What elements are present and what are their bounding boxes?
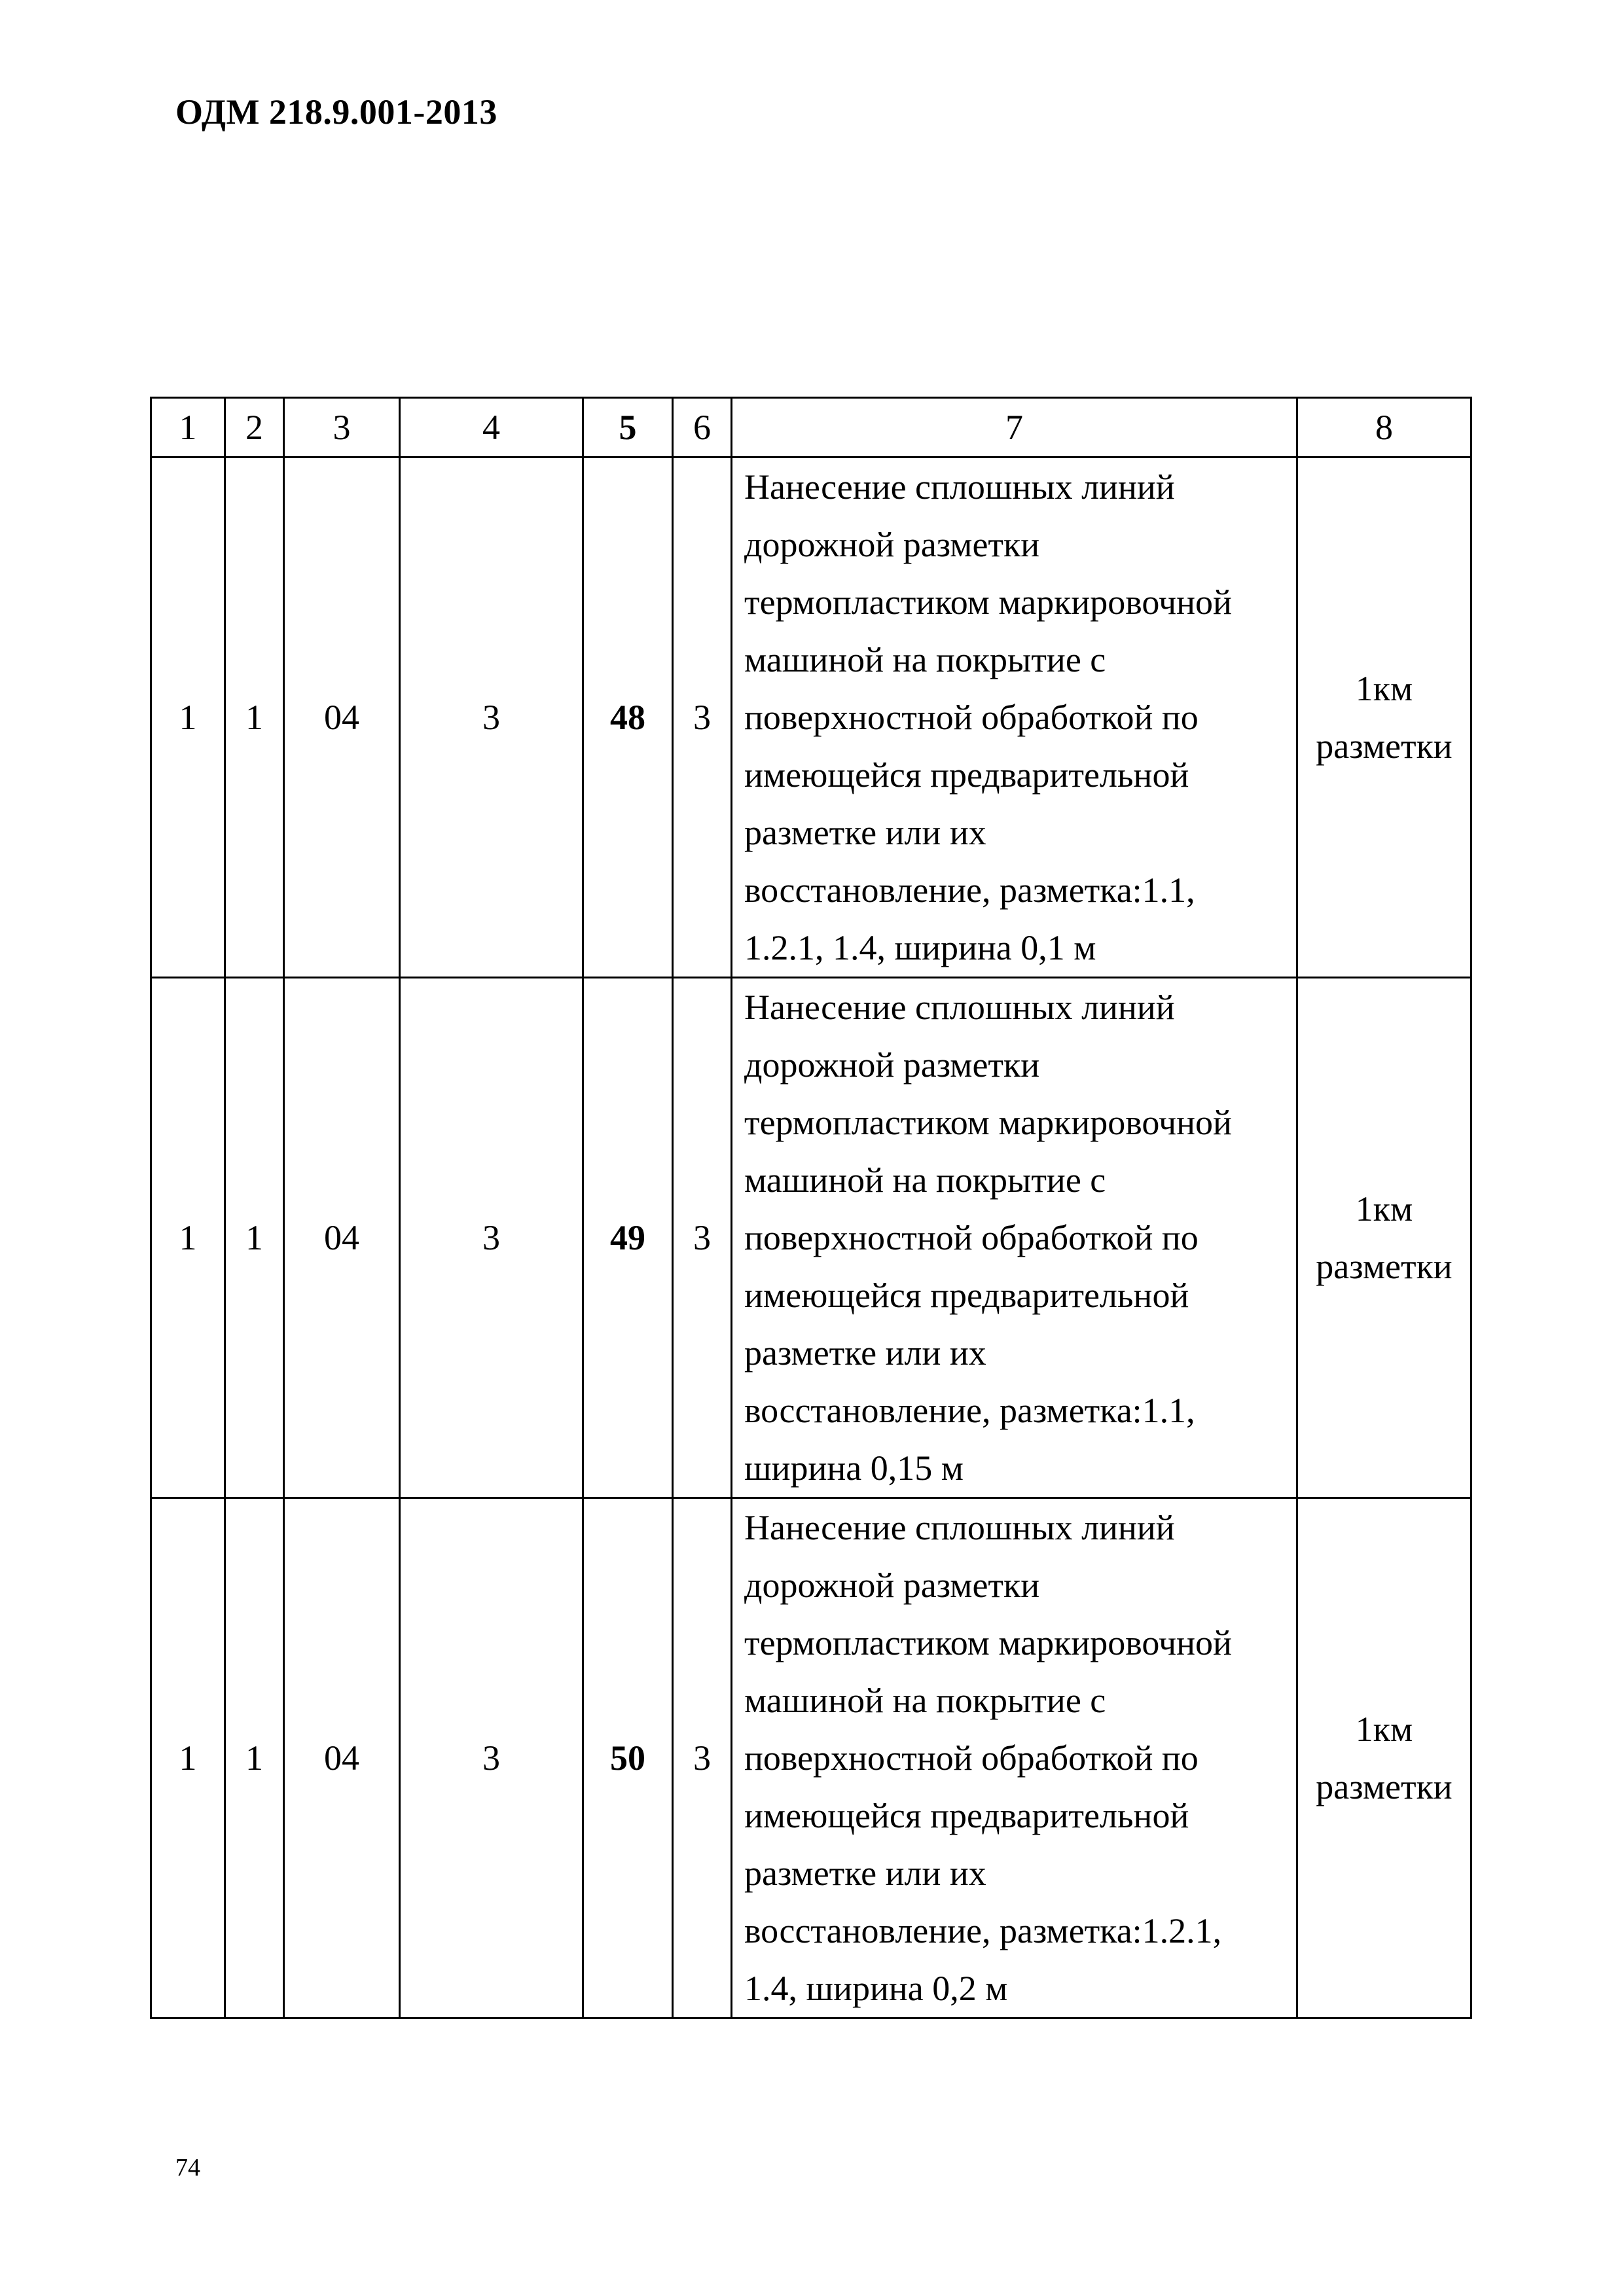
cell-description [732, 978, 1297, 1498]
unit-line: разметки [1316, 1247, 1453, 1286]
table-row [151, 978, 1471, 1498]
cell-col-2: 1 [225, 1498, 284, 2018]
description-line: Нанесение сплошных линий [744, 467, 1175, 507]
cell-col-5: 48 [583, 457, 673, 978]
description-line: разметке или их [744, 813, 986, 852]
cell-col-5: 49 [583, 978, 673, 1498]
table-row [151, 1498, 1471, 2018]
column-number-2: 2 [225, 398, 284, 457]
description-line: восстановление, разметка:1.1, [744, 1391, 1195, 1430]
column-number-3: 3 [284, 398, 400, 457]
description-line: имеющейся предварительной [744, 1276, 1189, 1315]
unit-line: разметки [1316, 726, 1453, 766]
description-line: Нанесение сплошных линий [744, 988, 1175, 1027]
column-number-7: 7 [732, 398, 1297, 457]
table-header-row [151, 398, 1471, 457]
cell-col-4: 3 [400, 978, 583, 1498]
document-code: ОДМ 218.9.001-2013 [175, 92, 497, 132]
description-line: машиной на покрытие с [744, 1160, 1106, 1200]
description-line: имеющейся предварительной [744, 1796, 1189, 1835]
cell-col-3: 04 [284, 457, 400, 978]
description-line: машиной на покрытие с [744, 1681, 1106, 1720]
description-line: поверхностной обработкой по [744, 1738, 1199, 1778]
cell-col-1: 1 [151, 978, 225, 1498]
column-number-1: 1 [151, 398, 225, 457]
cell-col-1: 1 [151, 1498, 225, 2018]
cell-col-3: 04 [284, 1498, 400, 2018]
cell-unit [1297, 978, 1471, 1498]
cell-col-6: 3 [673, 978, 732, 1498]
description-line: дорожной разметки [744, 1045, 1040, 1085]
table-row [151, 457, 1471, 978]
description-line: термопластиком маркировочной [744, 583, 1232, 622]
unit-line: 1км [1355, 1189, 1413, 1229]
cell-description [732, 1498, 1297, 2018]
description-line: имеющейся предварительной [744, 755, 1189, 795]
column-number-6: 6 [673, 398, 732, 457]
description-line: дорожной разметки [744, 525, 1040, 564]
description-line: восстановление, разметка:1.2.1, [744, 1911, 1222, 1950]
description-line: машиной на покрытие с [744, 640, 1106, 679]
column-number-8: 8 [1297, 398, 1471, 457]
cell-col-2: 1 [225, 978, 284, 1498]
cell-col-1: 1 [151, 457, 225, 978]
data-table [150, 397, 1472, 2019]
unit-line: 1км [1355, 669, 1413, 708]
cell-col-6: 3 [673, 457, 732, 978]
unit-line: разметки [1316, 1767, 1453, 1806]
description-line: поверхностной обработкой по [744, 1218, 1199, 1257]
cell-col-6: 3 [673, 1498, 732, 2018]
cell-col-4: 3 [400, 1498, 583, 2018]
cell-col-3: 04 [284, 978, 400, 1498]
description-line: разметке или их [744, 1854, 986, 1893]
description-line: дорожной разметки [744, 1566, 1040, 1605]
description-line: термопластиком маркировочной [744, 1103, 1232, 1142]
column-number-4: 4 [400, 398, 583, 457]
cell-col-4: 3 [400, 457, 583, 978]
description-line: 1.4, ширина 0,2 м [744, 1969, 1008, 2008]
description-line: ширина 0,15 м [744, 1448, 964, 1488]
cell-unit [1297, 1498, 1471, 2018]
description-line: разметке или их [744, 1333, 986, 1372]
description-line: восстановление, разметка:1.1, [744, 870, 1195, 910]
cell-unit [1297, 457, 1471, 978]
column-number-5: 5 [583, 398, 673, 457]
description-line: 1.2.1, 1.4, ширина 0,1 м [744, 928, 1096, 967]
unit-line: 1км [1355, 1710, 1413, 1749]
page-number: 74 [175, 2154, 200, 2181]
description-line: поверхностной обработкой по [744, 698, 1199, 737]
cell-col-2: 1 [225, 457, 284, 978]
description-line: термопластиком маркировочной [744, 1623, 1232, 1662]
description-line: Нанесение сплошных линий [744, 1508, 1175, 1547]
cell-description [732, 457, 1297, 978]
cell-col-5: 50 [583, 1498, 673, 2018]
